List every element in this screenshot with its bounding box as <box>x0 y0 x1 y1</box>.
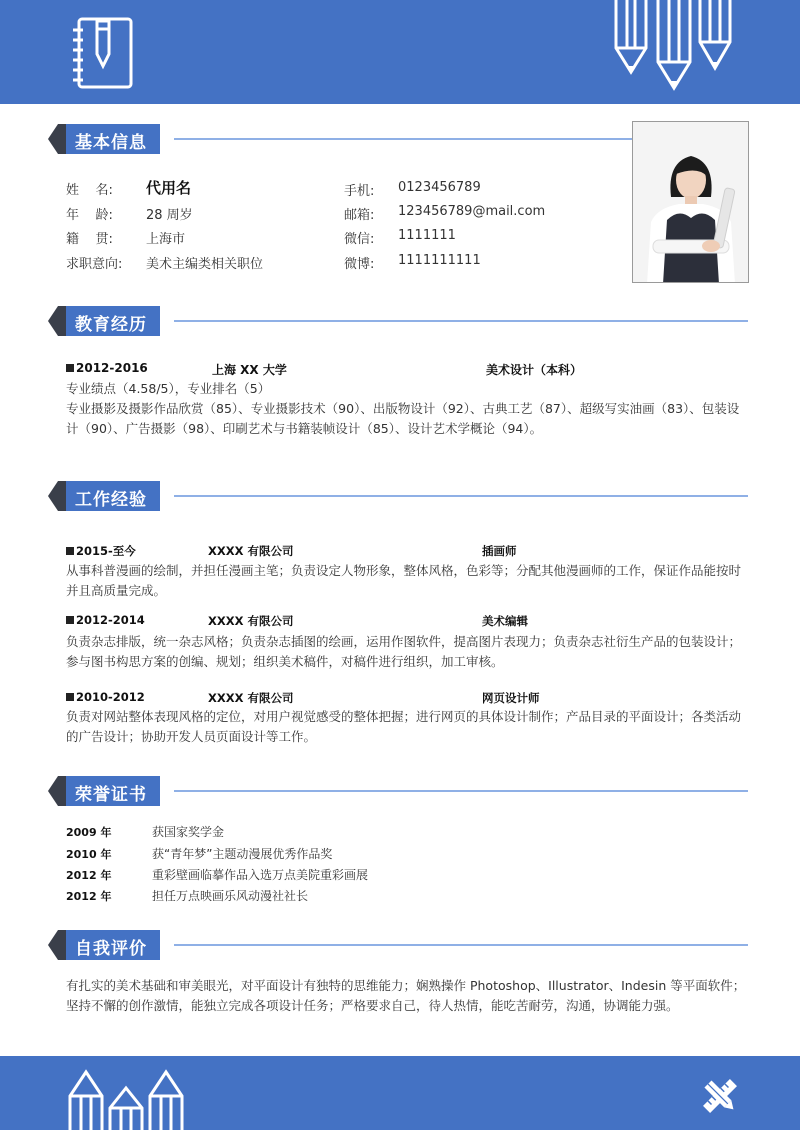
phone-value: 0123456789 <box>398 180 481 195</box>
section-rule <box>174 320 748 322</box>
honor-text: 获国家奖学金 <box>152 825 225 839</box>
work-role: 插画师 <box>482 544 517 558</box>
age-label: 年 龄: <box>66 208 113 223</box>
section-work <box>48 481 748 511</box>
wechat-value: 1111111 <box>398 228 456 243</box>
name-value: 代用名 <box>146 179 192 197</box>
section-tag <box>48 930 160 960</box>
section-tag <box>48 481 160 511</box>
honor-year: 2012 年 <box>66 869 112 882</box>
section-tag <box>48 776 160 806</box>
notebook-pencil-icon <box>70 16 136 92</box>
work-period: 2010-2012 <box>66 690 145 704</box>
weibo-value: 1111111111 <box>398 253 481 268</box>
work-company: XXXX 有限公司 <box>208 614 294 628</box>
age-value: 28 周岁 <box>146 208 193 223</box>
section-title: 工作经验 <box>75 490 147 510</box>
work-description: 负责对网站整体表现风格的定位，对用户视觉感受的整体把握；进行网页的具体设计制作；产品目录的平面设计；各类活动的广告设计；协助开发人员页面设计等工作。 <box>66 709 742 744</box>
honor-year: 2012 年 <box>66 890 112 903</box>
work-company: XXXX 有限公司 <box>208 691 294 705</box>
section-tag <box>48 124 160 154</box>
ruler-pencil-cross-icon <box>700 1076 740 1116</box>
section-title: 教育经历 <box>75 315 147 335</box>
bullet-square-icon <box>66 616 74 624</box>
education-gpa: 专业绩点（4.58/5），专业排名（5） <box>66 381 271 396</box>
intent-value: 美术主编类相关职位 <box>146 257 264 272</box>
wechat-label: 微信: <box>344 232 375 247</box>
work-header-row <box>66 543 756 559</box>
honor-row <box>66 845 666 863</box>
work-header-row <box>66 613 756 629</box>
origin-value: 上海市 <box>146 232 186 247</box>
honor-year: 2010 年 <box>66 848 112 861</box>
section-title: 基本信息 <box>75 133 147 153</box>
profile-photo <box>632 121 749 283</box>
education-school: 上海 XX 大学 <box>212 363 287 377</box>
section-rule <box>174 790 748 792</box>
section-self-evaluation <box>48 930 748 960</box>
work-header-row <box>66 690 756 706</box>
honor-row <box>66 887 666 905</box>
work-period: 2012-2014 <box>66 613 145 627</box>
education-courses: 专业摄影及摄影作品欣赏（85）、专业摄影技术（90）、出版物设计（92）、古典工艺（87）、超级写实油画（83）、包装设计（90）、广告摄影（98）、印刷艺术与书籍装帧设计（85）、设计艺术学概论（94）。 <box>66 401 740 436</box>
email-value: 123456789@mail.com <box>398 204 546 219</box>
bullet-square-icon <box>66 547 74 555</box>
section-honors <box>48 776 748 806</box>
work-period: 2015-至今 <box>66 543 136 559</box>
education-period: 2012-2016 <box>66 361 148 375</box>
bullet-square-icon <box>66 693 74 701</box>
education-header-row <box>66 361 756 379</box>
education-major: 美术设计（本科） <box>486 363 583 377</box>
honor-text: 重彩壁画临摹作品入选万点美院重彩画展 <box>152 868 369 882</box>
section-education <box>48 306 748 336</box>
pencils-icon <box>64 1068 190 1130</box>
section-rule <box>174 495 748 497</box>
self-evaluation-text: 有扎实的美术基础和审美眼光，对平面设计有独特的思维能力；娴熟操作 Photoshop、Illustrator、Indesin 等平面软件；坚持不懈的创作激情，能独立完成各项设计任务；严格要求自己，待人热情，能吃苦耐劳，沟通，协调能力强。 <box>66 978 746 1013</box>
honor-row <box>66 823 666 841</box>
work-description: 负责杂志排版，统一杂志风格；负责杂志插图的绘画，运用作图软件，提高图片表现力；负责杂志社衍生产品的包装设计；参与图书构思方案的创编、规划；组织美术稿件，对稿件进行组织，加工审核。 <box>66 634 742 669</box>
honor-text: 担任万点映画乐风动漫社社长 <box>152 889 309 903</box>
section-tag <box>48 306 160 336</box>
honor-text: 获“青年梦”主题动漫展优秀作品奖 <box>152 847 333 861</box>
intent-label: 求职意向: <box>66 257 123 272</box>
section-rule <box>174 944 748 946</box>
honor-year: 2009 年 <box>66 826 112 839</box>
work-role: 美术编辑 <box>482 614 528 628</box>
work-company: XXXX 有限公司 <box>208 544 294 558</box>
weibo-label: 微博: <box>344 257 375 272</box>
email-label: 邮箱: <box>344 208 375 223</box>
origin-label: 籍 贯: <box>66 232 113 247</box>
phone-label: 手机: <box>344 184 375 199</box>
name-label: 姓 名: <box>66 183 113 198</box>
honor-row <box>66 866 666 884</box>
section-title: 自我评价 <box>75 939 147 959</box>
work-description: 从事科普漫画的绘制，并担任漫画主笔；负责设定人物形象，整体风格，色彩等；分配其他漫画师的工作，保证作品能按时并且高质量完成。 <box>66 563 742 598</box>
section-title: 荣誉证书 <box>75 785 147 805</box>
bullet-square-icon <box>66 364 74 372</box>
pencils-icon <box>608 0 738 92</box>
work-role: 网页设计师 <box>482 691 540 705</box>
